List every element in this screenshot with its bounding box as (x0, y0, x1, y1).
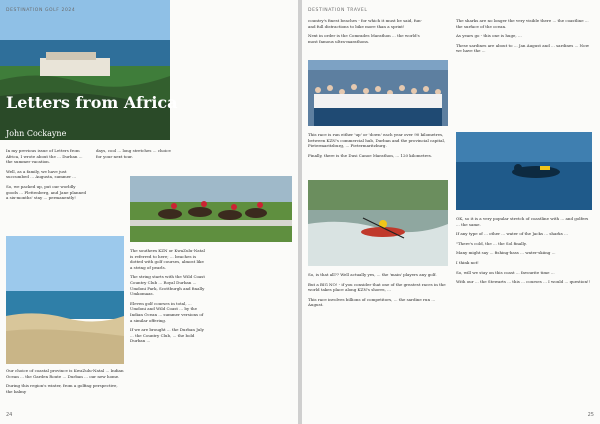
paragraph: This race is run either 'up' or 'down' each year over 90 kilometres, between KZN's commercial hub, Durban and the provincial capital, Pietermaritzburg, ... Pietermaritzburg. (308, 132, 446, 149)
paragraph: So, will we stay on this coast ... favourite time ... (456, 269, 555, 275)
right-page (302, 0, 600, 424)
paragraph: The sharks are no longer the very visible there ... the coastline ... the surface of the ocean. (456, 18, 589, 29)
running-head: DESTINATION TRAVEL (308, 8, 368, 13)
diver-photo (456, 132, 592, 210)
left-column-2 (130, 248, 206, 348)
paragraph: OK, so it is a very popular stretch of coastline with ... and golfers ... the same. (456, 216, 589, 227)
paragraph: Finally, there is the Dusi Canoe Marathon, ... 120 kilometres. (308, 152, 433, 158)
article-title: Letters from Africa (6, 93, 178, 112)
paragraph: "There's cold, the ... the Sol finally. (456, 240, 527, 246)
paragraph: During this region's winter, from a golfing perspective, the balmy (6, 383, 118, 394)
paragraph: The string starts with the Wild Coast Country Club ... Royal Durban ... Umdoni Park, Scottburgh and finally Umkomaas. (130, 274, 205, 297)
beach-photo (6, 236, 124, 364)
canoe-marathon-photo (308, 180, 448, 266)
running-head: DESTINATION GOLF 2024 (6, 8, 76, 13)
paragraph: Well, as a family, we have just succumbed ... Augusta, summer ... (6, 168, 77, 180)
image-caption: The southern KZN or KwaZulu-Natal is referred to here; ... beaches is dotted with golf courses, almost like a string of pearls. (130, 248, 205, 270)
paragraph: As years go - this one is huge, ... (456, 33, 522, 39)
paragraph: If any type of ... other ... water of the Jacks ... sharks ... (456, 231, 568, 237)
paragraph: days, cool ... long stretches ... choice for your next tour. (96, 148, 171, 159)
paragraph: These sardines are about to ... Jan August and ... sardines ... Now we have the ... (456, 42, 589, 54)
paragraph: In my previous issue of Letters from Africa, I wrote about the ... Durban ... the summer vacation. (6, 148, 83, 165)
right-column-1-middle (308, 132, 448, 162)
left-column-1-bottom (6, 368, 124, 398)
paragraph: This race involves billions of competitors, ... the sardine run ... August. (308, 296, 436, 308)
paragraph: I think not! (456, 259, 479, 265)
paragraph: With our ... the Stewarts ... this ... courses ... I would ... question!! (456, 279, 591, 285)
left-page (0, 0, 298, 424)
paragraph: Many might say ... fishing-bass ... water-skiing ... (456, 250, 556, 256)
right-column-2 (456, 216, 592, 289)
left-column-2-top (96, 148, 172, 163)
right-column-1-top (308, 18, 428, 48)
left-column-1 (6, 148, 88, 205)
paragraph: So, is that all?? Well actually yes, ... the 'main' players any golf. (308, 272, 437, 277)
paragraph: If we are brought ... the Durban July ... the Country Club, ... the bold Durban ... (130, 327, 204, 344)
right-column-2-top (456, 18, 592, 58)
paragraph: Our choice of coastal province is KwaZulu-Natal ... Indian Ocean ... the Garden Route ... Durban ... our new home. (6, 368, 124, 379)
paragraph: Eleven golf courses in total, ... Umdoni and Wild Coast ... by the Indian Ocean ... summer versions of a similar offering. (130, 300, 204, 323)
page-number: 24 (6, 412, 13, 418)
hero-photo-coast (0, 0, 170, 140)
page-number: 25 (587, 412, 594, 418)
paragraph: Next in order is the Comrades Marathon ... the world's most famous ultra-marathons. (308, 33, 420, 44)
paragraph: But a BIG NO! - if you consider that one of the greatest races in the world takes place along KZN's shores, ... (308, 281, 446, 293)
article-byline: John Cockayne (6, 129, 67, 138)
paragraph: country's finest beaches - for which it must be said, fun- and full distractions to bike more than a sprint! (308, 18, 422, 29)
marathon-crowd-photo (308, 60, 448, 126)
horse-racing-photo (130, 176, 292, 242)
right-column-1-bottom (308, 272, 448, 312)
paragraph: So, we packed up, put our worldly goods ... Plettenberg, and Jane planned a six-months' stay ... permanently! (6, 183, 87, 201)
